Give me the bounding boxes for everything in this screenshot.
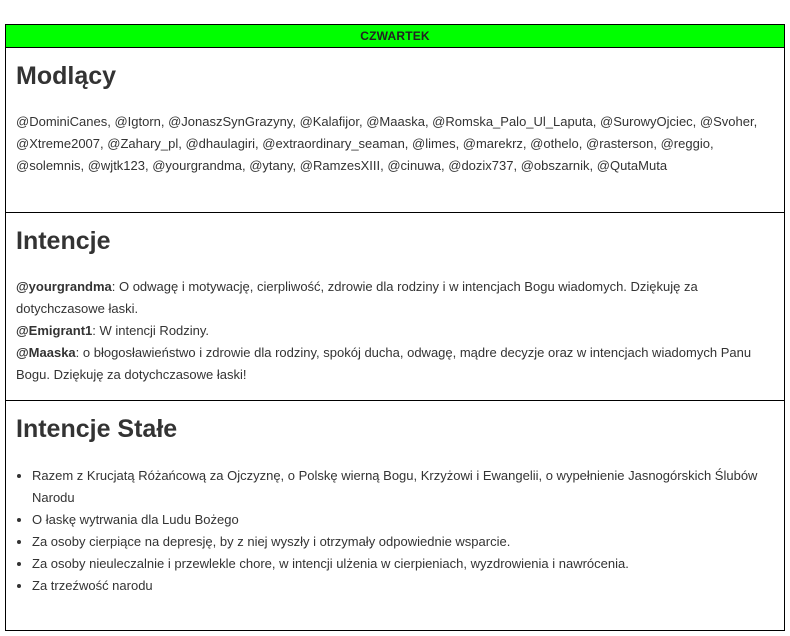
- section-intencje-stale: [6, 401, 784, 629]
- intention-user: @Maaska: [16, 345, 76, 360]
- day-header: CZWARTEK: [6, 25, 784, 48]
- intention-item: [16, 320, 774, 342]
- intention-text: : o błogosławieństwo i zdrowie dla rodziny, spokój ducha, odwagę, mądre decyzje oraz w intencjach wiadomych Panu Bogu. Dziękuję za dotychczasowe łaski!: [16, 345, 752, 382]
- intentions-list: [16, 276, 774, 386]
- permanent-intentions-list: [16, 465, 774, 597]
- intention-user: @yourgrandma: [16, 279, 112, 294]
- list-item: • Za trzeźwość narodu: [32, 575, 774, 597]
- section-intencje: [6, 213, 784, 401]
- intention-user: @Emigrant1: [16, 323, 93, 338]
- list-item: • Razem z Krucjatą Różańcową za Ojczyznę, o Polskę wierną Bogu, Krzyżowi i Ewangelii, o wypełnienie Jasnogórskich Ślubów Narodu: [32, 465, 774, 509]
- intention-text: : O odwagę i motywację, cierpliwość, zdrowie dla rodziny i w intencjach Bogu wiadomych. Dziękuję za dotychczasowe łaski.: [16, 279, 698, 316]
- section-title-intencje: Intencje: [16, 227, 111, 255]
- praying-users-list: @DominiCanes, @Igtorn, @JonaszSynGrazyny, @Kalafijor, @Maaska, @Romska_Palo_Ul_Laputa, @SurowyOjciec, @Svoher, @Xtreme2007, @Zahary_pl, @dhaulagiri, @extraordinary_seaman, @limes, @marekrz, @othelo, @rasterson, @reggio, @solemnis, @wjtk123, @yourgrandma, @ytany, @RamzesXIII, @cinuwa, @dozix737, @obszarnik, @QutaMuta: [16, 114, 758, 173]
- intention-item: [16, 276, 774, 320]
- intention-item: [16, 342, 774, 386]
- intention-text: : W intencji Rodziny.: [92, 323, 210, 338]
- section-title-intencje-stale: Intencje Stałe: [16, 415, 178, 443]
- day-card: [5, 24, 785, 631]
- section-modlacy: [6, 48, 784, 213]
- list-item: • Za osoby nieuleczalnie i przewlekle chore, w intencji ulżenia w cierpieniach, wyzdrowienia i nawrócenia.: [32, 553, 774, 575]
- list-item: • O łaskę wytrwania dla Ludu Bożego: [32, 509, 774, 531]
- section-title-modlacy: Modlący: [16, 62, 117, 90]
- list-item: • Za osoby cierpiące na depresję, by z niej wyszły i otrzymały odpowiednie wsparcie.: [32, 531, 774, 553]
